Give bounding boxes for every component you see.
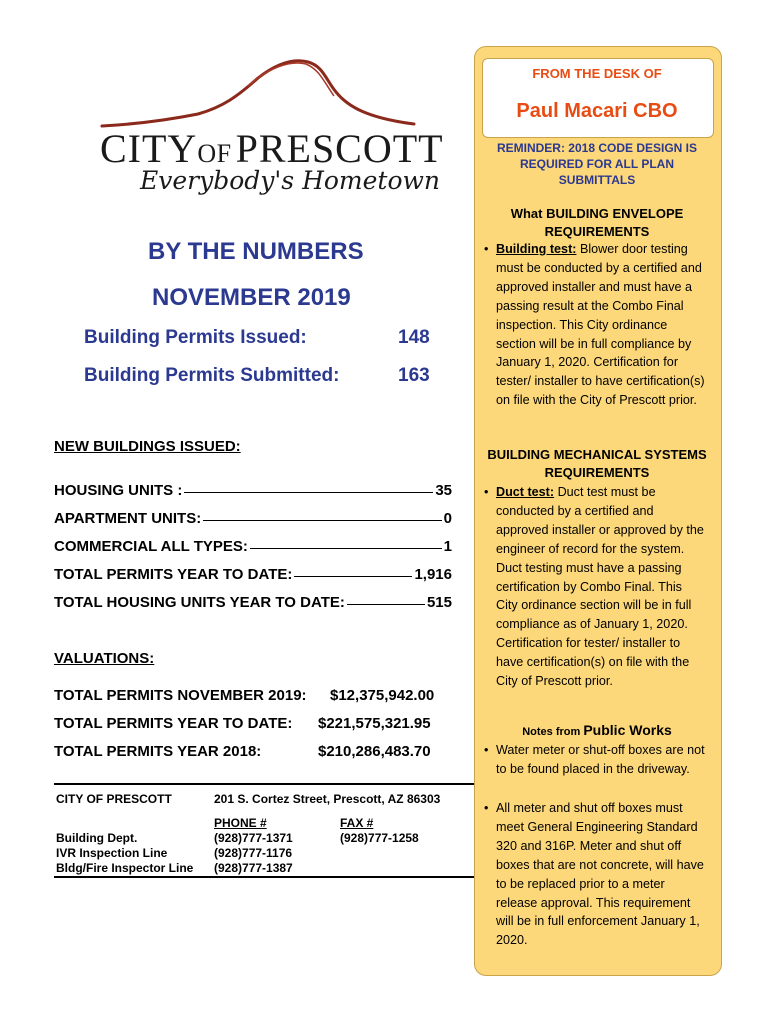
bullet-icon: • — [484, 801, 489, 815]
footer-line-label: IVR Inspection Line — [56, 846, 168, 860]
footer-labels — [56, 831, 193, 876]
permits-issued-label: Building Permits Issued: — [84, 327, 307, 348]
row-value: 1 — [443, 538, 452, 555]
phone-header: PHONE # — [214, 816, 267, 830]
valuation-value: $221,575,321.95 — [318, 715, 431, 732]
footer-phones — [214, 831, 293, 876]
bullet-icon: • — [484, 743, 489, 757]
page-subtitle: NOVEMBER 2019 — [152, 284, 351, 311]
row-value: 1,916 — [414, 566, 452, 583]
author-name: Paul Macari CBO — [516, 100, 678, 122]
row-label: TOTAL HOUSING UNITS YEAR TO DATE: — [54, 594, 345, 611]
row-value: 0 — [443, 510, 452, 527]
phone-number: (928)777-1371 — [214, 831, 293, 845]
notes-prefix: Notes from — [522, 726, 581, 738]
housing-units-row — [54, 482, 452, 499]
divider — [54, 876, 474, 878]
mechanical-lead: Duct test: — [496, 485, 555, 499]
valuation-value: $12,375,942.00 — [330, 687, 435, 704]
phone-number: (928)777-1387 — [214, 861, 293, 875]
permits-issued-value: 148 — [398, 327, 430, 348]
row-label: HOUSING UNITS : — [54, 482, 183, 499]
notes-text: All meter and shut off boxes must meet General Engineering Standard 320 and 316P. Meter and shut off boxes that are not concrete, will have to be replaced prior to a meter release approval. This requirement will be in full enforcement January 1, 2020. — [496, 801, 704, 948]
total-permits-ytd-row — [54, 566, 452, 583]
mechanical-heading: BUILDING MECHANICAL SYSTEMS REQUIREMENTS — [487, 447, 707, 480]
phone-number: (928)777-1176 — [214, 846, 293, 860]
new-buildings-heading: NEW BUILDINGS ISSUED: — [54, 438, 241, 455]
row-label: APARTMENT UNITS: — [54, 510, 202, 527]
row-label: TOTAL PERMITS YEAR TO DATE: — [54, 566, 293, 583]
notes-title: Public Works — [583, 722, 672, 738]
envelope-text: Blower door testing must be conducted by a certified and approved installer and must have a passing result at the Combo Final inspection. This City ordinance section will be in full compliance by January 1, 2020. Certification for tester/ installer to have certification(s) on file with the City of Prescott prior. — [496, 242, 705, 408]
fax-header: FAX # — [340, 816, 374, 830]
fax-number: (928)777-1258 — [340, 831, 419, 845]
envelope-paragraph — [484, 240, 706, 410]
envelope-heading: What BUILDING ENVELOPE REQUIREMENTS — [510, 206, 684, 239]
total-housing-ytd-row — [54, 594, 452, 611]
envelope-lead: Building test: — [496, 242, 577, 256]
logo-city-text: CITY — [100, 126, 198, 171]
page-title: BY THE NUMBERS — [148, 238, 364, 265]
valuation-label: TOTAL PERMITS YEAR 2018: — [54, 743, 262, 760]
permits-submitted-label: Building Permits Submitted: — [84, 365, 340, 386]
logo-prescott-text: PRESCOTT — [235, 126, 444, 171]
mechanical-text: Duct test must be conducted by a certified and approved installer or approved by the engineer of record for the system. Duct testing must have a passing certification by Combo Final. This City ordinance section will be in full compliance as of January 1, 2020. Certification for tester/ installer to have certification(s) on file with the City of Prescott prior. — [496, 485, 704, 689]
divider — [54, 783, 474, 785]
footer-line-label: Building Dept. — [56, 831, 138, 845]
valuation-value: $210,286,483.70 — [318, 743, 431, 760]
row-value: 35 — [435, 482, 452, 499]
bullet-icon: • — [484, 485, 489, 499]
desk-label: FROM THE DESK OF — [532, 66, 662, 81]
row-value: 515 — [426, 594, 452, 611]
permits-submitted-value: 163 — [398, 365, 430, 386]
row-label: COMMERCIAL ALL TYPES: — [54, 538, 248, 555]
valuation-label: TOTAL PERMITS YEAR TO DATE: — [54, 715, 293, 732]
notes-text: Water meter or shut-off boxes are not to be found placed in the driveway. — [496, 743, 705, 776]
commercial-row — [54, 538, 452, 555]
notes-heading — [484, 722, 710, 738]
mountain-logo-icon — [98, 52, 418, 132]
logo-tagline: Everybody's Hometown — [140, 166, 441, 195]
bullet-icon: • — [484, 242, 489, 256]
logo-of-text: OF — [197, 139, 232, 168]
footer-org: CITY OF PRESCOTT — [56, 792, 172, 806]
valuation-label: TOTAL PERMITS NOVEMBER 2019: — [54, 687, 307, 704]
reminder-text: REMINDER: 2018 CODE DESIGN IS REQUIRED FOR ALL PLAN SUBMITTALS — [496, 141, 698, 187]
logo-wordmark — [100, 125, 444, 172]
notes-item — [484, 799, 706, 950]
apartment-units-row — [54, 510, 452, 527]
notes-item — [484, 741, 706, 779]
mechanical-paragraph — [484, 483, 706, 691]
footer-line-label: Bldg/Fire Inspector Line — [56, 861, 194, 875]
footer-address: 201 S. Cortez Street, Prescott, AZ 86303 — [214, 792, 441, 806]
valuations-heading: VALUATIONS: — [54, 650, 155, 667]
